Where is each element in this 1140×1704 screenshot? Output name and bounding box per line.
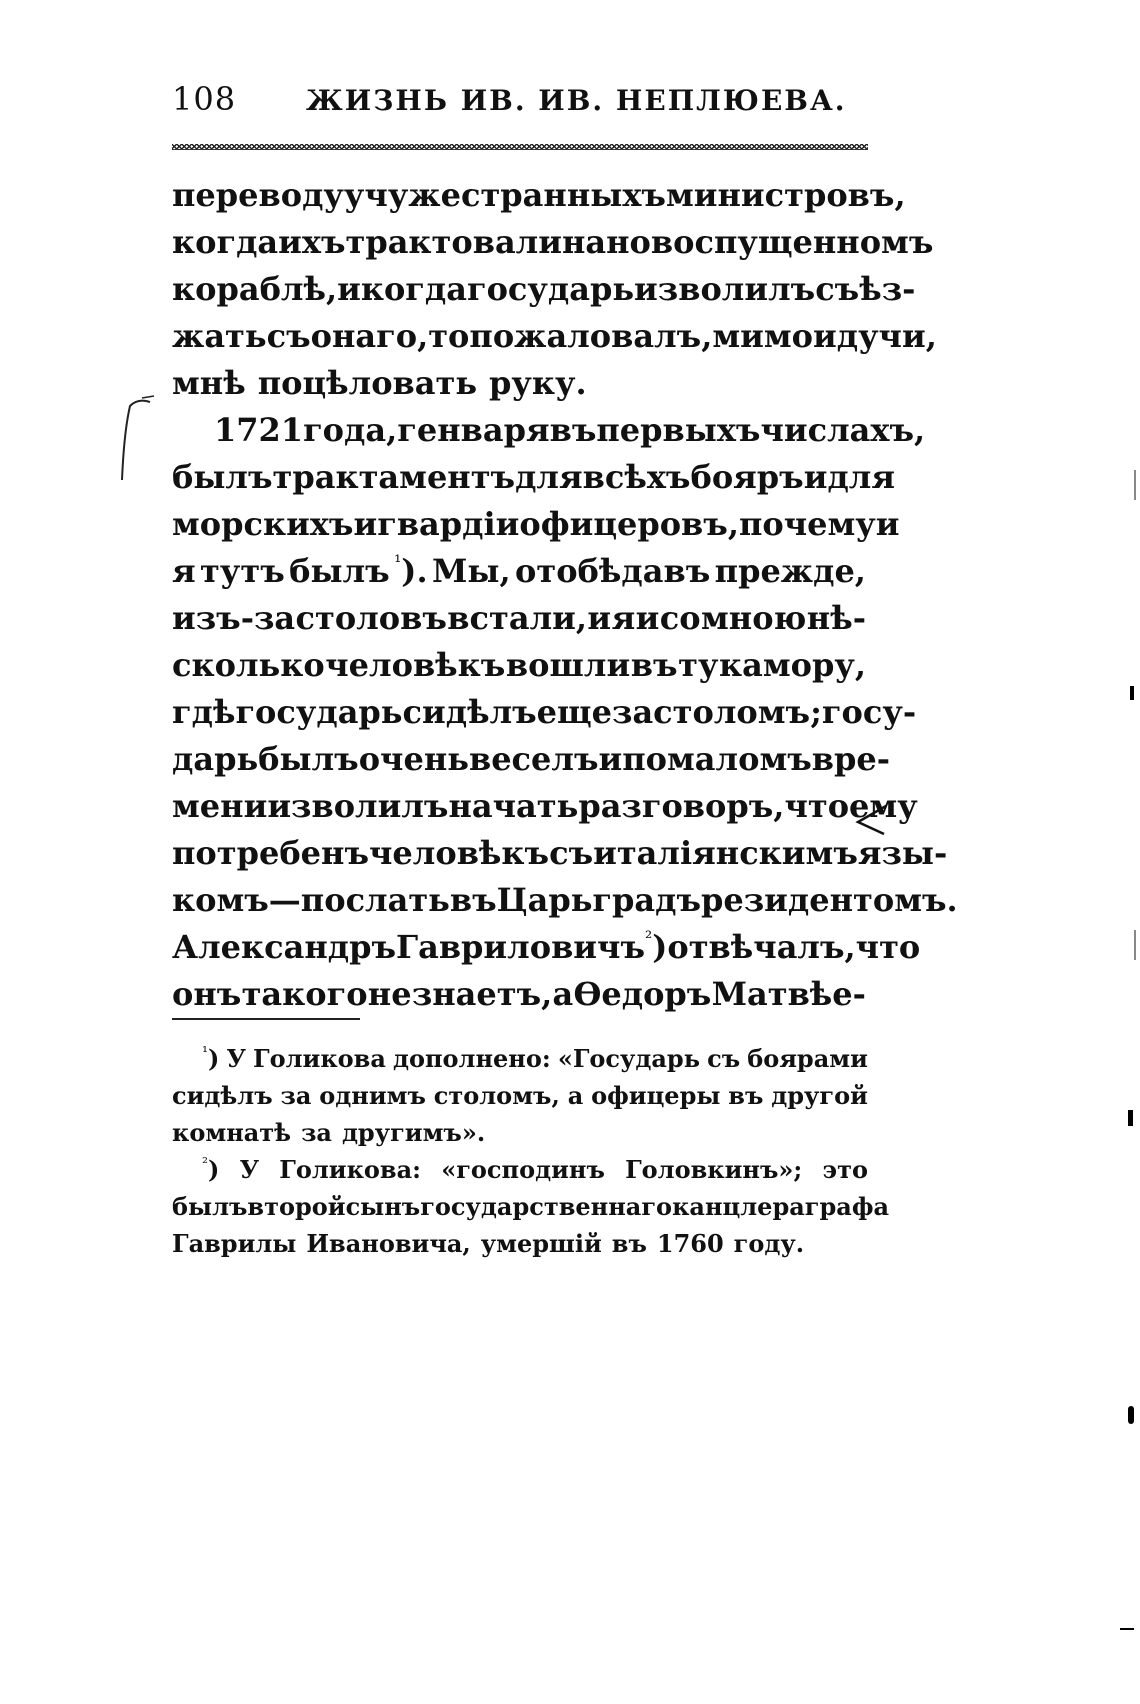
word: У [239,1155,260,1184]
word: былъ [289,552,390,590]
word: государь [235,693,403,731]
word: поцѣловать [257,364,478,402]
word: резидентомъ. [701,881,958,919]
footnote-line [172,1151,868,1188]
text-line [172,172,906,219]
word: столовъ [295,599,447,637]
word: первыхъ [596,411,761,449]
handwritten-bracket-mark [112,392,162,492]
word: въ [630,646,678,684]
word: у [343,176,365,214]
word: другой [771,1081,868,1110]
word: графа [804,1192,890,1221]
text-line [172,736,891,783]
word: въ [611,1229,647,1258]
word: маломъ [667,740,812,778]
text-line [172,266,916,313]
word: сколько [172,646,325,684]
word: а [567,1081,584,1110]
text-line [172,642,866,689]
text-line [172,407,926,454]
word: 1721 [214,411,304,449]
word: вре- [811,740,891,778]
word: почему [738,505,876,543]
word: сидѣлъ [402,693,537,731]
text-line [172,595,866,642]
word: У [226,1044,246,1073]
word: $^{^2}$) [202,1154,220,1184]
word: мнѣ [172,364,246,402]
footnotes [172,1040,890,1262]
word: руку. [489,364,587,402]
footnote-line [172,1188,890,1225]
word: министровъ, [665,176,906,214]
word: со [659,599,701,637]
word: былъ [172,458,273,496]
word: былъ [258,740,359,778]
body-text [172,172,958,1018]
word: былъ [172,1192,248,1221]
word: Головкинъ»; [625,1155,803,1184]
word: Александръ [172,928,396,966]
word: мимо [712,317,813,355]
scan-artifact [1134,470,1136,500]
scan-artifact [1120,1628,1134,1630]
word: съ [549,834,594,872]
scan-artifact [1128,1110,1133,1126]
word: встали, [447,599,588,637]
word: сидѣлъ [172,1081,273,1110]
word: язы- [857,834,948,872]
word: году. [733,1229,805,1258]
word: еще [536,693,613,731]
word: второй [247,1192,346,1221]
word: изъ-за [172,599,296,637]
handwritten-angle-mark [852,800,892,840]
word: ихъ [278,223,346,261]
word: въ [449,881,497,919]
word: и [635,599,660,637]
running-title: ЖИЗНЬ ИВ. ИВ. НЕПЛЮЕВА. [306,84,847,117]
word: начать [448,787,579,825]
word: и [875,505,900,543]
word: за [301,1118,332,1147]
word: офицеровъ, [519,505,739,543]
word: и [587,599,612,637]
word: въ [728,1081,764,1110]
text-line [172,501,900,548]
word: очень [358,740,469,778]
text-line [172,360,866,407]
word: мени [172,787,268,825]
word: прежде, [714,552,866,590]
word: знаетъ, [411,975,553,1013]
text-line [172,689,917,736]
word: ту [678,646,719,684]
word: такого [241,975,368,1013]
word: я [611,599,636,637]
word: года, [303,411,398,449]
word: гвардіи [377,505,520,543]
word: и [353,505,378,543]
word: для [827,458,895,496]
word: идучи, [813,317,937,355]
word: $^{^2}$) [645,928,668,966]
word: другимъ». [341,1118,486,1147]
word: Царьградъ [496,881,702,919]
word: комнатѣ [172,1118,292,1147]
text-line [172,454,895,501]
footnote-line [172,1225,868,1262]
header-rule [172,144,868,150]
word: я [172,552,196,590]
word: Гаврилы [172,1229,297,1258]
word: для [515,458,583,496]
footnote-line [172,1114,868,1151]
word: съ [266,317,311,355]
word: когда [360,270,467,308]
word: съ [707,1044,741,1073]
word: ему [849,787,918,825]
word: столомъ; [653,693,822,731]
word: жать [172,317,267,355]
word: числахъ, [760,411,926,449]
footnote-line [172,1077,868,1114]
scan-artifact [1134,930,1136,960]
word: что [784,787,850,825]
scan-artifact [1130,686,1134,700]
word: отобѣдавъ [515,552,711,590]
word: отвѣчалъ, [667,928,856,966]
word: столомъ, [433,1081,560,1110]
word: изволилъ [634,270,816,308]
page-number: 108 [172,80,237,118]
word: разговоръ, [578,787,785,825]
word: что [855,928,921,966]
word: вошли [505,646,631,684]
word: канцлера [672,1192,805,1221]
text-line [172,313,937,360]
footnote-rule [172,1018,360,1020]
word: мною [700,599,807,637]
word: на [561,223,607,261]
word: офицеры [591,1081,721,1110]
word: «Государь [557,1044,700,1073]
text-line [172,783,918,830]
word: и [803,458,828,496]
word: госу- [821,693,917,731]
word: Мы, [431,552,511,590]
word: кораблѣ, [172,270,338,308]
footnote-line [172,1040,868,1077]
word: италіянскимъ [593,834,858,872]
word: новоспущенномъ [606,223,934,261]
word: это [822,1155,868,1184]
word: государь [466,270,635,308]
word: и [598,740,623,778]
text-line [172,548,866,595]
word: Голикова [253,1044,386,1073]
word: комъ—послать [172,881,450,919]
word: въ [549,411,597,449]
word: потребенъ [172,834,369,872]
word: дополнено: [392,1044,551,1073]
word: трактаментъ [272,458,516,496]
word: всѣхъ [582,458,691,496]
word: пожаловалъ, [469,317,713,355]
word: когда [172,223,279,261]
text-line [172,830,948,877]
word: бояръ [690,458,804,496]
word: и [337,270,361,308]
word: не [367,975,412,1013]
word: по [622,740,667,778]
text-line [172,219,934,266]
word: Өедоръ [573,975,712,1013]
word: то [428,317,470,355]
word: чужестранныхъ [364,176,666,214]
word: $^{^1}$). [394,552,428,590]
text-line [172,971,866,1018]
word: переводу [172,176,344,214]
text-line [172,877,958,924]
word: морскихъ [172,505,354,543]
text-line [172,924,921,971]
word: гдѣ [172,693,236,731]
running-head [172,80,872,124]
word: за [280,1081,312,1110]
word: веселъ [468,740,599,778]
word: дарь [172,740,259,778]
word: 1760 [656,1229,724,1258]
word: съѣз- [815,270,916,308]
word: Матвѣе- [711,975,866,1013]
word: тутъ [200,552,285,590]
word: государственнаго [420,1192,673,1221]
word: трактовали [345,223,562,261]
word: человѣкъ [369,834,550,872]
word: а [552,975,574,1013]
word: изволилъ [267,787,449,825]
word: камору, [719,646,866,684]
word: однимъ [319,1081,426,1110]
word: умершій [480,1229,602,1258]
scan-artifact [1128,1406,1134,1424]
word: «господинъ [441,1155,605,1184]
word: генваря [397,411,550,449]
word: онъ [172,975,242,1013]
word: человѣкъ [325,646,506,684]
word: $^{^1}$) [202,1043,220,1073]
word: онаго, [310,317,429,355]
word: за [612,693,654,731]
word: Ивановича, [306,1229,471,1258]
word: сынъ [345,1192,421,1221]
word: Гавриловичъ [395,928,645,966]
word: Голикова: [279,1155,421,1184]
word: боярами [747,1044,868,1073]
word: нѣ- [806,599,866,637]
